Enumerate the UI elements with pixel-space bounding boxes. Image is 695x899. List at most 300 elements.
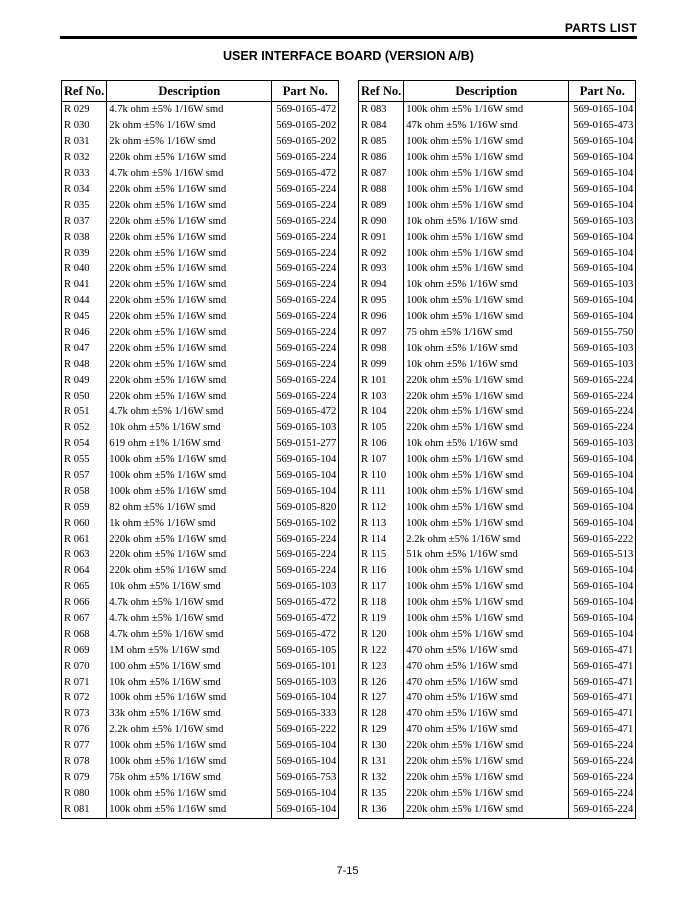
part-number-cell: 569-0165-104	[569, 310, 636, 326]
part-number-cell: 569-0165-472	[272, 102, 339, 119]
table-row	[62, 198, 339, 214]
description-cell: 220k ohm ±5% 1/16W smd	[107, 310, 272, 326]
table-row	[359, 214, 636, 230]
description-cell: 10k ohm ±5% 1/16W smd	[404, 341, 569, 357]
part-number-cell: 569-0165-224	[272, 548, 339, 564]
description-cell: 470 ohm ±5% 1/16W smd	[404, 707, 569, 723]
table-row	[359, 405, 636, 421]
table-row	[62, 437, 339, 453]
table-row	[359, 151, 636, 167]
part-number-cell: 569-0105-820	[272, 500, 339, 516]
description-cell: 220k ohm ±5% 1/16W smd	[107, 246, 272, 262]
ref-cell: R 135	[359, 786, 404, 802]
description-cell: 220k ohm ±5% 1/16W smd	[107, 389, 272, 405]
description-cell: 619 ohm ±1% 1/16W smd	[107, 437, 272, 453]
ref-cell: R 115	[359, 548, 404, 564]
ref-cell: R 035	[62, 198, 107, 214]
description-cell: 51k ohm ±5% 1/16W smd	[404, 548, 569, 564]
table-row	[359, 659, 636, 675]
description-cell: 10k ohm ±5% 1/16W smd	[107, 580, 272, 596]
description-cell: 470 ohm ±5% 1/16W smd	[404, 643, 569, 659]
column-header-part: Part No.	[272, 81, 339, 102]
description-cell: 220k ohm ±5% 1/16W smd	[404, 389, 569, 405]
part-number-cell: 569-0165-103	[272, 675, 339, 691]
section-header: PARTS LIST	[564, 21, 637, 35]
part-number-cell: 569-0165-103	[272, 580, 339, 596]
ref-cell: R 071	[62, 675, 107, 691]
table-row	[359, 294, 636, 310]
table-row	[359, 453, 636, 469]
ref-cell: R 052	[62, 421, 107, 437]
description-cell: 4.7k ohm ±5% 1/16W smd	[107, 612, 272, 628]
table-row	[62, 739, 339, 755]
description-cell: 100k ohm ±5% 1/16W smd	[404, 182, 569, 198]
description-cell: 220k ohm ±5% 1/16W smd	[404, 755, 569, 771]
description-cell: 4.7k ohm ±5% 1/16W smd	[107, 405, 272, 421]
table-row	[62, 564, 339, 580]
ref-cell: R 117	[359, 580, 404, 596]
description-cell: 100k ohm ±5% 1/16W smd	[404, 102, 569, 119]
table-row	[359, 516, 636, 532]
ref-cell: R 112	[359, 500, 404, 516]
description-cell: 100k ohm ±5% 1/16W smd	[107, 468, 272, 484]
ref-cell: R 069	[62, 643, 107, 659]
table-row	[359, 310, 636, 326]
ref-cell: R 031	[62, 135, 107, 151]
table-row	[62, 580, 339, 596]
description-cell: 470 ohm ±5% 1/16W smd	[404, 659, 569, 675]
table-row	[359, 596, 636, 612]
part-number-cell: 569-0165-202	[272, 135, 339, 151]
table-row	[62, 643, 339, 659]
ref-cell: R 093	[359, 262, 404, 278]
description-cell: 4.7k ohm ±5% 1/16W smd	[107, 167, 272, 183]
part-number-cell: 569-0165-224	[272, 564, 339, 580]
description-cell: 100 ohm ±5% 1/16W smd	[107, 659, 272, 675]
ref-cell: R 132	[359, 770, 404, 786]
table-row	[359, 612, 636, 628]
table-row	[359, 246, 636, 262]
part-number-cell: 569-0165-224	[272, 294, 339, 310]
ref-cell: R 103	[359, 389, 404, 405]
description-cell: 220k ohm ±5% 1/16W smd	[107, 230, 272, 246]
description-cell: 220k ohm ±5% 1/16W smd	[107, 198, 272, 214]
part-number-cell: 569-0165-104	[272, 484, 339, 500]
ref-cell: R 114	[359, 532, 404, 548]
part-number-cell: 569-0165-104	[569, 167, 636, 183]
part-number-cell: 569-0165-102	[272, 516, 339, 532]
table-row	[359, 627, 636, 643]
description-cell: 100k ohm ±5% 1/16W smd	[404, 484, 569, 500]
part-number-cell: 569-0165-104	[272, 802, 339, 818]
table-row	[62, 516, 339, 532]
table-row	[62, 691, 339, 707]
description-cell: 100k ohm ±5% 1/16W smd	[404, 500, 569, 516]
part-number-cell: 569-0165-222	[272, 723, 339, 739]
part-number-cell: 569-0165-224	[272, 214, 339, 230]
table-row	[62, 484, 339, 500]
part-number-cell: 569-0165-224	[272, 262, 339, 278]
ref-cell: R 095	[359, 294, 404, 310]
table-row	[62, 627, 339, 643]
part-number-cell: 569-0165-224	[272, 532, 339, 548]
description-cell: 100k ohm ±5% 1/16W smd	[404, 167, 569, 183]
description-cell: 100k ohm ±5% 1/16W smd	[107, 786, 272, 802]
description-cell: 220k ohm ±5% 1/16W smd	[107, 214, 272, 230]
ref-cell: R 086	[359, 151, 404, 167]
column-header-description: Description	[404, 81, 569, 102]
part-number-cell: 569-0165-202	[272, 119, 339, 135]
table-row	[62, 310, 339, 326]
table-row	[359, 802, 636, 818]
ref-cell: R 079	[62, 770, 107, 786]
part-number-cell: 569-0165-471	[569, 659, 636, 675]
description-cell: 220k ohm ±5% 1/16W smd	[107, 182, 272, 198]
description-cell: 10k ohm ±5% 1/16W smd	[404, 214, 569, 230]
table-row	[359, 691, 636, 707]
ref-cell: R 098	[359, 341, 404, 357]
ref-cell: R 064	[62, 564, 107, 580]
table-row	[62, 755, 339, 771]
description-cell: 2k ohm ±5% 1/16W smd	[107, 119, 272, 135]
table-row	[359, 278, 636, 294]
description-cell: 220k ohm ±5% 1/16W smd	[107, 532, 272, 548]
table-row	[359, 119, 636, 135]
description-cell: 100k ohm ±5% 1/16W smd	[404, 230, 569, 246]
table-row	[62, 325, 339, 341]
description-cell: 100k ohm ±5% 1/16W smd	[404, 198, 569, 214]
ref-cell: R 049	[62, 373, 107, 389]
description-cell: 220k ohm ±5% 1/16W smd	[107, 325, 272, 341]
description-cell: 100k ohm ±5% 1/16W smd	[404, 564, 569, 580]
table-row	[62, 596, 339, 612]
ref-cell: R 029	[62, 102, 107, 119]
description-cell: 4.7k ohm ±5% 1/16W smd	[107, 596, 272, 612]
table-row	[62, 135, 339, 151]
table-row	[359, 167, 636, 183]
table-row	[359, 484, 636, 500]
table-row	[359, 675, 636, 691]
ref-cell: R 084	[359, 119, 404, 135]
table-row	[359, 421, 636, 437]
column-header-ref: Ref No.	[62, 81, 107, 102]
description-cell: 100k ohm ±5% 1/16W smd	[404, 135, 569, 151]
part-number-cell: 569-0165-471	[569, 643, 636, 659]
description-cell: 220k ohm ±5% 1/16W smd	[404, 373, 569, 389]
part-number-cell: 569-0165-471	[569, 675, 636, 691]
description-cell: 100k ohm ±5% 1/16W smd	[107, 484, 272, 500]
table-row	[62, 659, 339, 675]
part-number-cell: 569-0165-101	[272, 659, 339, 675]
ref-cell: R 039	[62, 246, 107, 262]
table-row	[359, 437, 636, 453]
part-number-cell: 569-0165-224	[569, 421, 636, 437]
ref-cell: R 090	[359, 214, 404, 230]
part-number-cell: 569-0165-224	[569, 802, 636, 818]
part-number-cell: 569-0165-104	[569, 135, 636, 151]
table-row	[359, 707, 636, 723]
part-number-cell: 569-0165-104	[272, 755, 339, 771]
table-row	[359, 564, 636, 580]
part-number-cell: 569-0165-103	[569, 341, 636, 357]
part-number-cell: 569-0165-224	[272, 389, 339, 405]
description-cell: 220k ohm ±5% 1/16W smd	[107, 278, 272, 294]
table-row	[62, 802, 339, 818]
ref-cell: R 087	[359, 167, 404, 183]
ref-cell: R 127	[359, 691, 404, 707]
column-header-description: Description	[107, 81, 272, 102]
ref-cell: R 097	[359, 325, 404, 341]
description-cell: 2.2k ohm ±5% 1/16W smd	[107, 723, 272, 739]
ref-cell: R 065	[62, 580, 107, 596]
page-title: USER INTERFACE BOARD (VERSION A/B)	[223, 49, 474, 63]
part-number-cell: 569-0165-224	[569, 786, 636, 802]
column-header-ref: Ref No.	[359, 81, 404, 102]
description-cell: 100k ohm ±5% 1/16W smd	[107, 691, 272, 707]
part-number-cell: 569-0165-104	[569, 500, 636, 516]
description-cell: 1k ohm ±5% 1/16W smd	[107, 516, 272, 532]
table-row	[62, 786, 339, 802]
table-row	[62, 167, 339, 183]
description-cell: 220k ohm ±5% 1/16W smd	[107, 564, 272, 580]
table-row	[62, 723, 339, 739]
description-cell: 220k ohm ±5% 1/16W smd	[107, 151, 272, 167]
ref-cell: R 070	[62, 659, 107, 675]
table-row	[62, 341, 339, 357]
part-number-cell: 569-0165-104	[569, 453, 636, 469]
part-number-cell: 569-0165-104	[569, 612, 636, 628]
ref-cell: R 091	[359, 230, 404, 246]
description-cell: 220k ohm ±5% 1/16W smd	[404, 786, 569, 802]
ref-cell: R 037	[62, 214, 107, 230]
description-cell: 100k ohm ±5% 1/16W smd	[404, 596, 569, 612]
column-header-part: Part No.	[569, 81, 636, 102]
ref-cell: R 107	[359, 453, 404, 469]
part-number-cell: 569-0165-224	[272, 341, 339, 357]
table-row	[62, 770, 339, 786]
part-number-cell: 569-0165-224	[569, 770, 636, 786]
part-number-cell: 569-0155-750	[569, 325, 636, 341]
description-cell: 220k ohm ±5% 1/16W smd	[107, 341, 272, 357]
part-number-cell: 569-0165-224	[272, 310, 339, 326]
part-number-cell: 569-0165-104	[569, 294, 636, 310]
table-row	[359, 548, 636, 564]
ref-cell: R 038	[62, 230, 107, 246]
description-cell: 100k ohm ±5% 1/16W smd	[404, 151, 569, 167]
ref-cell: R 136	[359, 802, 404, 818]
description-cell: 220k ohm ±5% 1/16W smd	[107, 548, 272, 564]
description-cell: 10k ohm ±5% 1/16W smd	[107, 675, 272, 691]
part-number-cell: 569-0165-224	[569, 389, 636, 405]
description-cell: 100k ohm ±5% 1/16W smd	[404, 580, 569, 596]
description-cell: 470 ohm ±5% 1/16W smd	[404, 691, 569, 707]
table-row	[62, 675, 339, 691]
table-row	[359, 389, 636, 405]
table-row	[359, 182, 636, 198]
description-cell: 220k ohm ±5% 1/16W smd	[107, 357, 272, 373]
ref-cell: R 047	[62, 341, 107, 357]
part-number-cell: 569-0165-224	[272, 182, 339, 198]
description-cell: 100k ohm ±5% 1/16W smd	[404, 262, 569, 278]
part-number-cell: 569-0165-104	[569, 580, 636, 596]
table-row	[62, 421, 339, 437]
description-cell: 220k ohm ±5% 1/16W smd	[404, 770, 569, 786]
description-cell: 470 ohm ±5% 1/16W smd	[404, 723, 569, 739]
part-number-cell: 569-0165-104	[569, 564, 636, 580]
part-number-cell: 569-0165-471	[569, 707, 636, 723]
table-row	[359, 786, 636, 802]
table-row	[62, 707, 339, 723]
description-cell: 100k ohm ±5% 1/16W smd	[107, 802, 272, 818]
ref-cell: R 126	[359, 675, 404, 691]
part-number-cell: 569-0165-753	[272, 770, 339, 786]
ref-cell: R 041	[62, 278, 107, 294]
table-row	[62, 262, 339, 278]
part-number-cell: 569-0165-224	[569, 405, 636, 421]
ref-cell: R 060	[62, 516, 107, 532]
table-row	[62, 532, 339, 548]
ref-cell: R 077	[62, 739, 107, 755]
table-row	[359, 341, 636, 357]
part-number-cell: 569-0165-104	[569, 198, 636, 214]
description-cell: 47k ohm ±5% 1/16W smd	[404, 119, 569, 135]
description-cell: 1M ohm ±5% 1/16W smd	[107, 643, 272, 659]
part-number-cell: 569-0165-103	[569, 437, 636, 453]
table-row	[359, 468, 636, 484]
ref-cell: R 099	[359, 357, 404, 373]
ref-cell: R 130	[359, 739, 404, 755]
part-number-cell: 569-0165-105	[272, 643, 339, 659]
ref-cell: R 129	[359, 723, 404, 739]
table-row	[359, 755, 636, 771]
part-number-cell: 569-0165-104	[272, 453, 339, 469]
ref-cell: R 054	[62, 437, 107, 453]
description-cell: 100k ohm ±5% 1/16W smd	[107, 453, 272, 469]
description-cell: 4.7k ohm ±5% 1/16W smd	[107, 627, 272, 643]
part-number-cell: 569-0165-472	[272, 405, 339, 421]
table-row	[62, 119, 339, 135]
part-number-cell: 569-0165-224	[272, 325, 339, 341]
description-cell: 220k ohm ±5% 1/16W smd	[404, 739, 569, 755]
description-cell: 2.2k ohm ±5% 1/16W smd	[404, 532, 569, 548]
table-row	[62, 405, 339, 421]
description-cell: 10k ohm ±5% 1/16W smd	[107, 421, 272, 437]
table-header-row	[62, 81, 339, 102]
table-row	[62, 214, 339, 230]
ref-cell: R 057	[62, 468, 107, 484]
ref-cell: R 058	[62, 484, 107, 500]
part-number-cell: 569-0165-103	[569, 357, 636, 373]
ref-cell: R 072	[62, 691, 107, 707]
part-number-cell: 569-0165-472	[272, 627, 339, 643]
ref-cell: R 055	[62, 453, 107, 469]
ref-cell: R 050	[62, 389, 107, 405]
table-header-row	[359, 81, 636, 102]
ref-cell: R 116	[359, 564, 404, 580]
part-number-cell: 569-0165-224	[272, 357, 339, 373]
table-row	[359, 643, 636, 659]
table-row	[62, 453, 339, 469]
page-number: 7-15	[336, 865, 359, 877]
part-number-cell: 569-0165-224	[272, 246, 339, 262]
table-row	[62, 102, 339, 119]
description-cell: 220k ohm ±5% 1/16W smd	[107, 294, 272, 310]
table-row	[359, 262, 636, 278]
ref-cell: R 080	[62, 786, 107, 802]
ref-cell: R 128	[359, 707, 404, 723]
part-number-cell: 569-0165-224	[569, 373, 636, 389]
table-row	[359, 198, 636, 214]
description-cell: 100k ohm ±5% 1/16W smd	[404, 453, 569, 469]
ref-cell: R 101	[359, 373, 404, 389]
part-number-cell: 569-0165-224	[569, 755, 636, 771]
part-number-cell: 569-0165-104	[272, 786, 339, 802]
table-row	[62, 389, 339, 405]
description-cell: 10k ohm ±5% 1/16W smd	[404, 357, 569, 373]
part-number-cell: 569-0165-104	[569, 484, 636, 500]
description-cell: 100k ohm ±5% 1/16W smd	[107, 739, 272, 755]
description-cell: 100k ohm ±5% 1/16W smd	[404, 310, 569, 326]
ref-cell: R 104	[359, 405, 404, 421]
part-number-cell: 569-0165-103	[272, 421, 339, 437]
table-row	[62, 182, 339, 198]
ref-cell: R 045	[62, 310, 107, 326]
table-row	[359, 135, 636, 151]
ref-cell: R 044	[62, 294, 107, 310]
part-number-cell: 569-0165-104	[272, 691, 339, 707]
description-cell: 470 ohm ±5% 1/16W smd	[404, 675, 569, 691]
table-row	[359, 230, 636, 246]
ref-cell: R 123	[359, 659, 404, 675]
table-row	[62, 612, 339, 628]
ref-cell: R 096	[359, 310, 404, 326]
table-row	[359, 580, 636, 596]
description-cell: 100k ohm ±5% 1/16W smd	[404, 468, 569, 484]
part-number-cell: 569-0151-277	[272, 437, 339, 453]
part-number-cell: 569-0165-104	[272, 468, 339, 484]
table-row	[359, 325, 636, 341]
table-row	[62, 373, 339, 389]
part-number-cell: 569-0165-104	[569, 262, 636, 278]
part-number-cell: 569-0165-472	[272, 612, 339, 628]
description-cell: 4.7k ohm ±5% 1/16W smd	[107, 102, 272, 119]
part-number-cell: 569-0165-333	[272, 707, 339, 723]
part-number-cell: 569-0165-104	[569, 516, 636, 532]
ref-cell: R 081	[62, 802, 107, 818]
ref-cell: R 076	[62, 723, 107, 739]
ref-cell: R 113	[359, 516, 404, 532]
parts-table-right	[358, 80, 636, 819]
part-number-cell: 569-0165-104	[272, 739, 339, 755]
ref-cell: R 033	[62, 167, 107, 183]
ref-cell: R 106	[359, 437, 404, 453]
part-number-cell: 569-0165-103	[569, 214, 636, 230]
part-number-cell: 569-0165-104	[569, 246, 636, 262]
ref-cell: R 083	[359, 102, 404, 119]
ref-cell: R 030	[62, 119, 107, 135]
table-row	[359, 373, 636, 389]
part-number-cell: 569-0165-224	[272, 278, 339, 294]
table-row	[62, 230, 339, 246]
description-cell: 82 ohm ±5% 1/16W smd	[107, 500, 272, 516]
table-row	[359, 739, 636, 755]
ref-cell: R 063	[62, 548, 107, 564]
table-row	[62, 294, 339, 310]
part-number-cell: 569-0165-222	[569, 532, 636, 548]
ref-cell: R 067	[62, 612, 107, 628]
part-number-cell: 569-0165-104	[569, 151, 636, 167]
description-cell: 75 ohm ±5% 1/16W smd	[404, 325, 569, 341]
